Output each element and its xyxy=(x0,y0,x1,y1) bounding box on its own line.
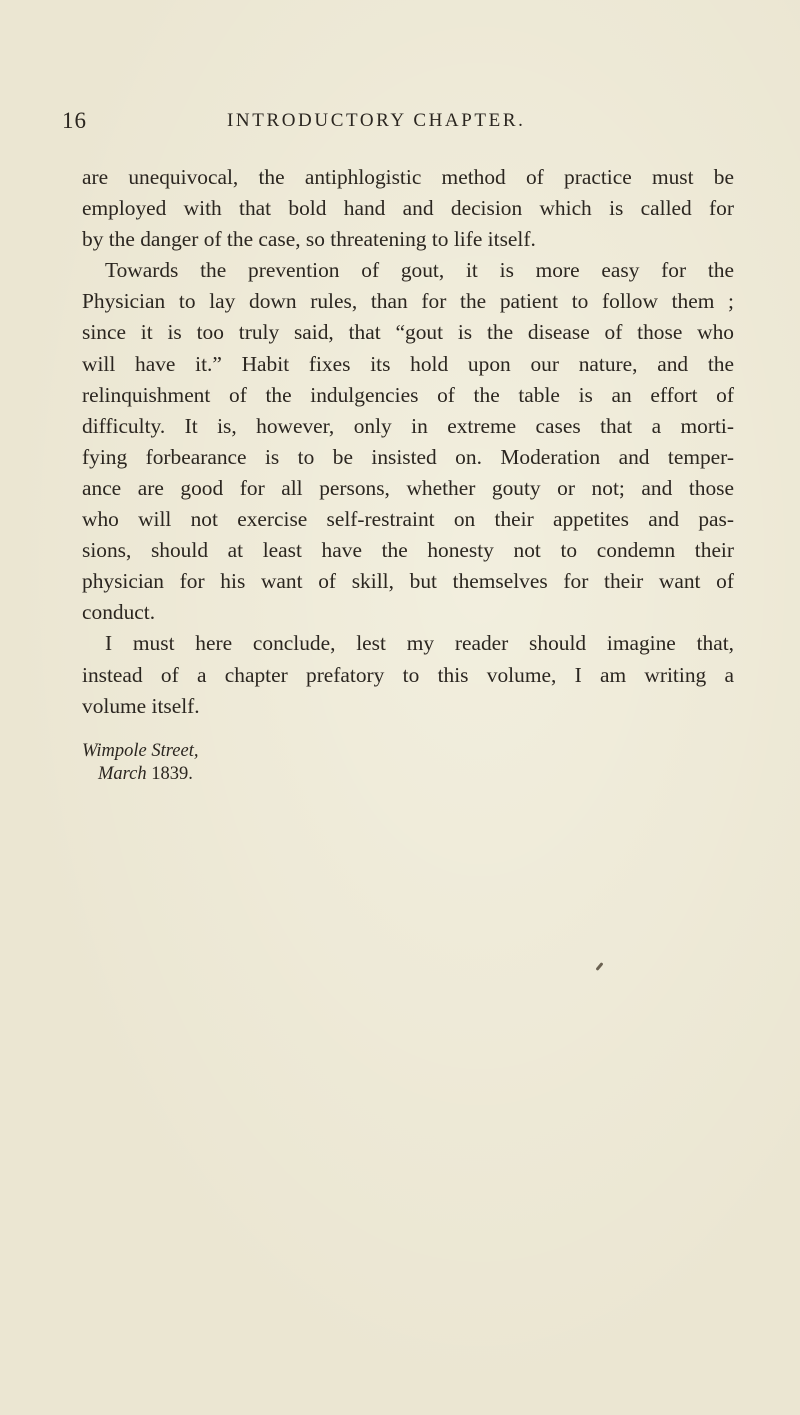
signature-year: 1839. xyxy=(151,764,193,784)
text-line: instead of a chapter prefatory to this volume, I am writing a xyxy=(82,662,734,687)
text-line: fying forbearance is to be insisted on. Moderation and temper- xyxy=(82,444,734,469)
chapter-title: INTRODUCTORY CHAPTER. xyxy=(227,110,526,131)
signature-month: March xyxy=(98,764,147,784)
text-line: Towards the prevention of gout, it is more easy for the xyxy=(105,258,734,283)
text-line: I must here conclude, lest my reader should imagine that, xyxy=(105,631,734,656)
text-line: employed with that bold hand and decision which is called for xyxy=(82,196,734,221)
page-number: 16 xyxy=(62,108,87,133)
body-text xyxy=(82,162,734,722)
ink-mark xyxy=(595,962,603,971)
text-line: who will not exercise self-restraint on their appetites and pas- xyxy=(82,507,734,532)
text-line: physician for his want of skill, but themselves for their want of xyxy=(82,569,734,594)
text-line: difficulty. It is, however, only in extreme cases that a morti- xyxy=(82,413,734,438)
text-line: are unequivocal, the antiphlogistic method of practice must be xyxy=(82,165,734,189)
signature-place: Wimpole Street, xyxy=(82,741,199,761)
text-line: relinquishment of the indulgencies of the table is an effort of xyxy=(82,382,734,407)
running-head xyxy=(60,108,740,138)
text-line: will have it.” Habit fixes its hold upon our nature, and the xyxy=(82,351,734,376)
text-line: Physician to lay down rules, than for the patient to follow them ; xyxy=(82,289,734,314)
text-line: ance are good for all persons, whether gouty or not; and those xyxy=(82,475,734,500)
text-line: since it is too truly said, that “gout is the disease of those who xyxy=(82,320,734,345)
text-line: by the danger of the case, so threatening to life itself. xyxy=(82,227,536,252)
text-line: conduct. xyxy=(82,600,156,625)
signature-block xyxy=(82,740,198,786)
text-line: sions, should at least have the honesty not to condemn their xyxy=(82,538,734,563)
signature-date xyxy=(82,763,198,786)
text-line: volume itself. xyxy=(82,693,200,718)
